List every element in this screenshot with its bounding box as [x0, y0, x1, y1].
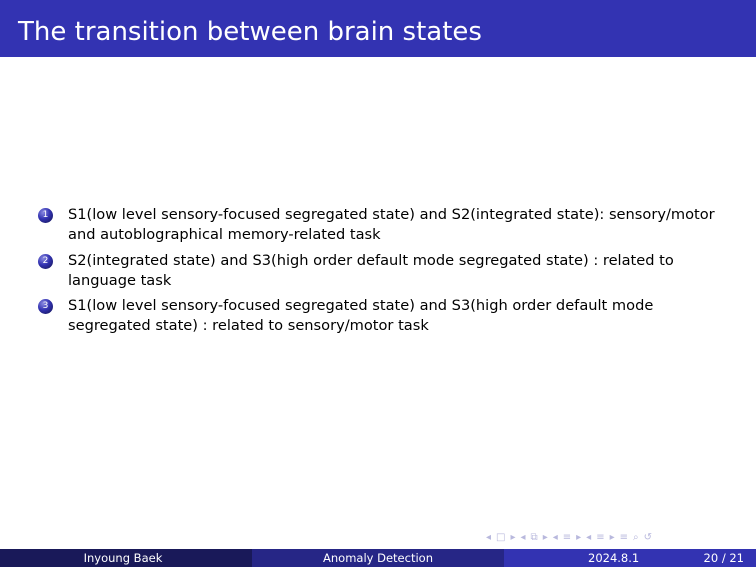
- page-number: 20 / 21: [703, 551, 744, 565]
- nav-prev-frame-icon[interactable]: ◂: [486, 531, 492, 543]
- footer-author: [0, 549, 252, 567]
- nav-search-icon[interactable]: ⌕: [633, 531, 639, 543]
- item-number-ball: 2: [38, 254, 53, 269]
- item-text: S1(low level sensory-focused segregated state) and S2(integrated state): sensory/motor and autoblographical memory-related task: [68, 206, 715, 243]
- list-item: [38, 251, 738, 291]
- nav-next-subsection-icon[interactable]: ▸: [542, 531, 548, 543]
- beamer-navigation: [486, 529, 652, 545]
- nav-slide-icon[interactable]: ≡: [596, 531, 605, 543]
- nav-next-frame-icon[interactable]: ▸: [510, 531, 516, 543]
- nav-section-icon[interactable]: ≡: [562, 531, 572, 543]
- footer: [0, 549, 756, 567]
- nav-back-icon[interactable]: ↺: [643, 531, 653, 543]
- nav-align-icon[interactable]: ≡: [619, 531, 629, 543]
- item-text: S2(integrated state) and S3(high order default mode segregated state) : related to language task: [68, 252, 674, 289]
- slide-title: The transition between brain states: [18, 17, 482, 47]
- nav-frame-icon[interactable]: □: [496, 531, 506, 543]
- nav-subsection-icon[interactable]: ⧉: [530, 531, 538, 543]
- nav-next-slide-icon[interactable]: ▸: [609, 531, 615, 543]
- talk-date: 2024.8.1: [588, 551, 640, 565]
- footer-title: [252, 549, 504, 567]
- list-item: [38, 296, 738, 336]
- list-item: [38, 205, 738, 245]
- talk-title: Anomaly Detection: [323, 551, 433, 565]
- nav-prev-subsection-icon[interactable]: ◂: [520, 531, 526, 543]
- item-text: S1(low level sensory-focused segregated state) and S3(high order default mode segregated state) : related to sensory/motor task: [68, 297, 654, 334]
- enumerated-list: [38, 205, 738, 342]
- item-number-ball: 1: [38, 208, 53, 223]
- title-bar: [0, 0, 756, 57]
- nav-prev-section-icon[interactable]: ◂: [552, 531, 558, 543]
- nav-prev-slide-icon[interactable]: ◂: [586, 531, 592, 543]
- item-number-ball: 3: [38, 299, 53, 314]
- footer-date-page: [504, 549, 756, 567]
- author-name: Inyoung Baek: [83, 551, 163, 565]
- nav-next-section-icon[interactable]: ▸: [576, 531, 582, 543]
